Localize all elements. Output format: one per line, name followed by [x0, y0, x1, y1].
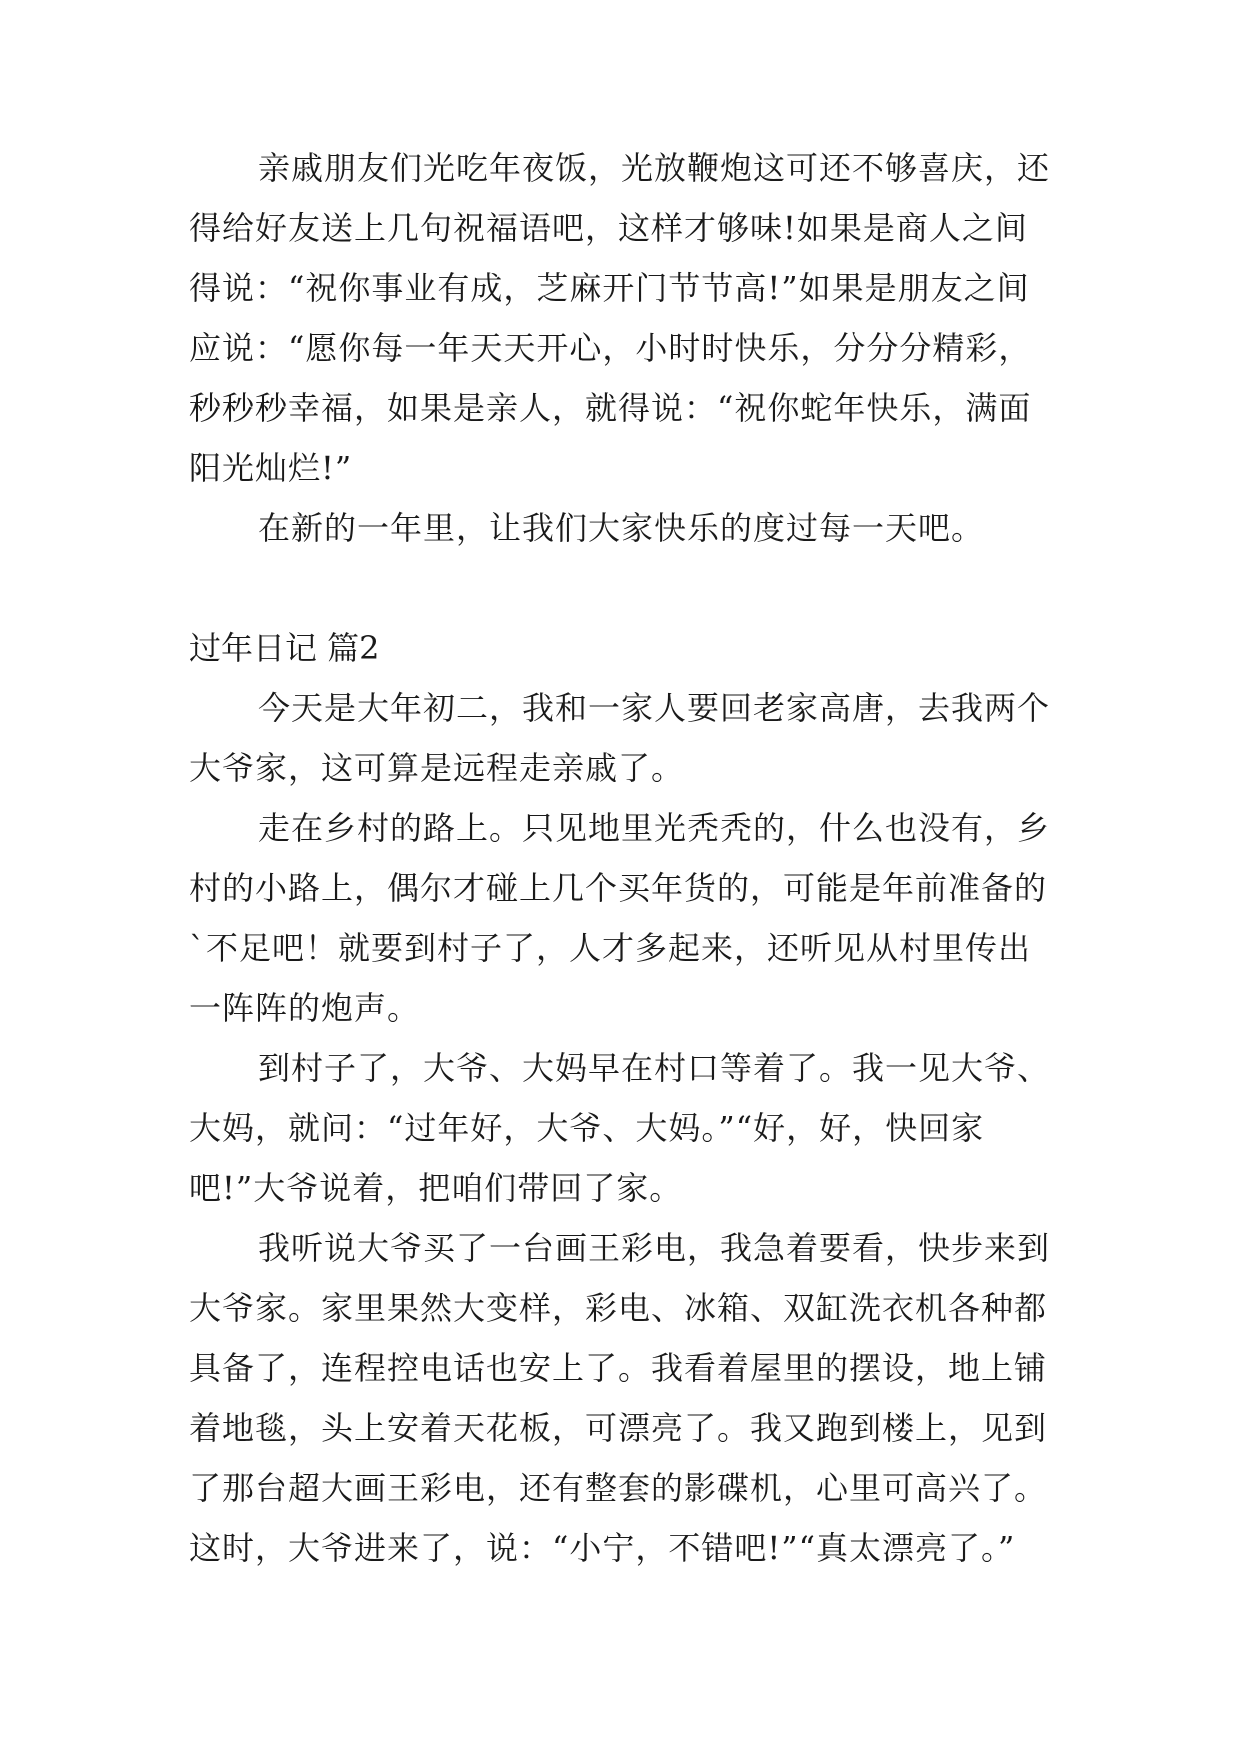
- paragraph-line: 得说：“祝你事业有成，芝麻开门节节高!”如果是朋友之间: [189, 269, 1030, 307]
- section-heading: 过年日记 篇2: [189, 629, 380, 667]
- paragraph-line: 亲戚朋友们光吃年夜饭，光放鞭炮这可还不够喜庆，还: [258, 149, 1051, 187]
- paragraph-line: 大爷家。家里果然大变样，彩电、冰箱、双缸洗衣机各种都: [189, 1289, 1048, 1327]
- paragraph-line: 我听说大爷买了一台画王彩电，我急着要看，快步来到: [258, 1229, 1051, 1267]
- paragraph-line: 着地毯，头上安着天花板，可漂亮了。我又跑到楼上，见到: [189, 1409, 1048, 1447]
- paragraph-line: 了那台超大画王彩电，还有整套的影碟机，心里可高兴了。: [189, 1469, 1048, 1507]
- paragraph-line: 到村子了，大爷、大妈早在村口等着了。我一见大爷、: [258, 1049, 1051, 1087]
- paragraph-line: 村的小路上，偶尔才碰上几个买年货的，可能是年前准备的: [189, 869, 1048, 907]
- paragraph-line: 大妈，就问：“过年好，大爷、大妈。”“好，好，快回家: [189, 1109, 985, 1147]
- paragraph-line: 今天是大年初二，我和一家人要回老家高唐，去我两个: [258, 689, 1051, 727]
- paragraph-line: 这时，大爷进来了，说：“小宁，不错吧!”“真太漂亮了。”: [189, 1529, 1016, 1567]
- paragraph-line: 秒秒秒幸福，如果是亲人，就得说：“祝你蛇年快乐，满面: [189, 389, 1032, 427]
- paragraph-line: 阳光灿烂!”: [189, 449, 353, 487]
- paragraph-line: 吧!”大爷说着，把咱们带回了家。: [189, 1169, 683, 1207]
- paragraph-line: 一阵阵的炮声。: [189, 989, 421, 1027]
- paragraph-line: 具备了，连程控电话也安上了。我看着屋里的摆设，地上铺: [189, 1349, 1048, 1387]
- paragraph-line: 走在乡村的路上。只见地里光秃秃的，什么也没有，乡: [258, 809, 1051, 847]
- paragraph-line: 应说：“愿你每一年天天开心，小时时快乐，分分分精彩，: [189, 329, 1032, 367]
- paragraph-line: 得给好友送上几句祝福语吧，这样才够味!如果是商人之间: [189, 209, 1028, 247]
- paragraph-line: 大爷家，这可算是远程走亲戚了。: [189, 749, 685, 787]
- paragraph-line: 在新的一年里，让我们大家快乐的度过每一天吧。: [258, 509, 985, 547]
- paragraph-line: `不足吧！就要到村子了，人才多起来，还听见从村里传出: [189, 929, 1032, 967]
